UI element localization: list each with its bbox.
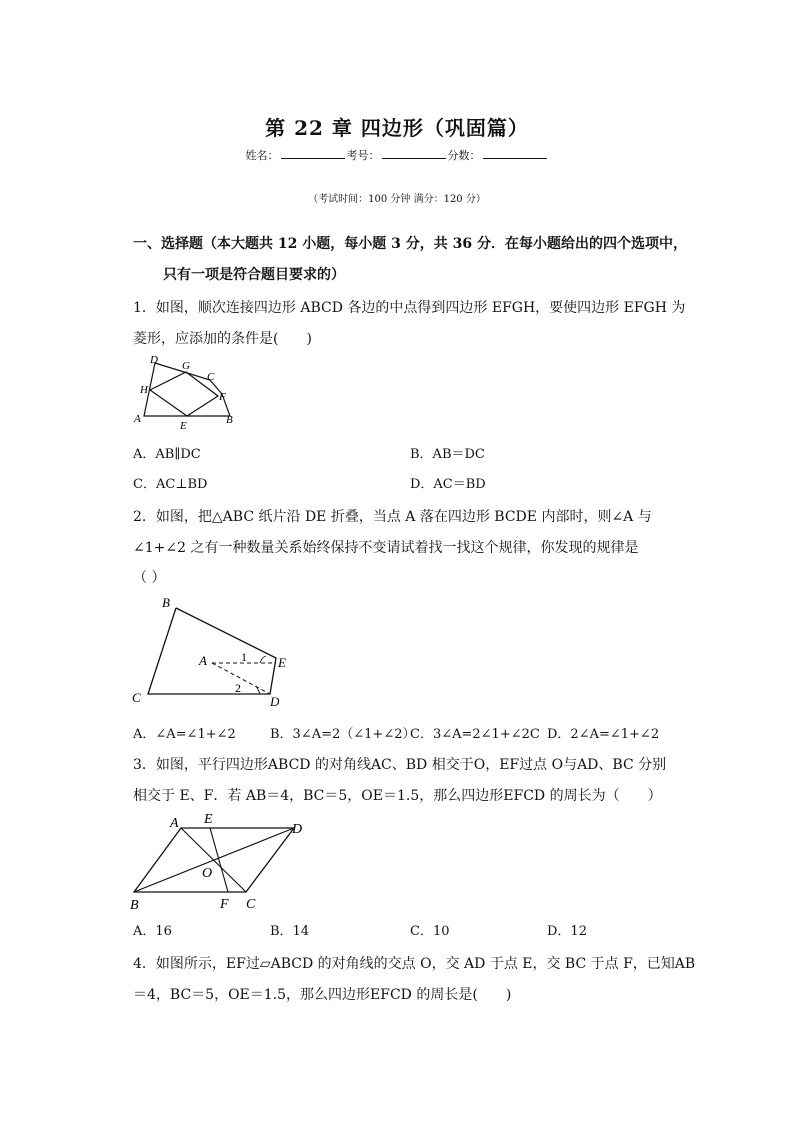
q3-option-a[interactable]: A．16 xyxy=(133,924,172,939)
q3-label-f: F xyxy=(220,897,229,912)
q2-figure xyxy=(128,594,303,712)
q2-option-d[interactable]: D．2∠A=∠1+∠2 xyxy=(547,727,660,742)
id-label: 考号： xyxy=(346,149,380,162)
q3-option-d[interactable]: D．12 xyxy=(547,924,587,939)
q1-option-d[interactable]: D．AC＝BD xyxy=(410,477,486,492)
q3-label-d: D xyxy=(292,822,303,837)
q2-text-line2: ∠1+∠2 之有一种数量关系始终保持不变请试着找一找这个规律，你发现的规律是 xyxy=(133,540,639,556)
score-blank[interactable] xyxy=(483,148,547,159)
student-info-line xyxy=(0,147,794,163)
q3-option-c[interactable]: C．10 xyxy=(410,924,450,939)
q2-label-d: D xyxy=(270,694,280,709)
score-label: 分数： xyxy=(447,149,481,162)
q1-label-a: A xyxy=(134,413,141,425)
q1-label-b: B xyxy=(226,414,233,426)
q3-text-line2: 相交于 E、F．若 AB＝4，BC＝5，OE＝1.5，那么四边形EFCD 的周长为（ ） xyxy=(133,788,662,804)
q2-dashed-ad xyxy=(212,663,270,694)
q4-text-line2: ＝4，BC＝5，OE＝1.5，那么四边形EFCD 的周长是( ) xyxy=(133,987,512,1003)
q3-label-a: A xyxy=(170,816,179,831)
q1-option-b[interactable]: B．AB＝DC xyxy=(410,447,485,462)
q3-label-o: O xyxy=(202,866,213,881)
q1-text-line1: 1．如图，顺次连接四边形 ABCD 各边的中点得到四边形 EFGH，要使四边形 EFGH 为 xyxy=(133,300,686,316)
q2-label-a: A xyxy=(199,653,207,668)
q1-option-c[interactable]: C．AC⊥BD xyxy=(133,477,208,492)
q3-label-e: E xyxy=(204,812,213,827)
q3-label-b: B xyxy=(130,898,139,913)
q2-text-line1: 2．如图，把△ABC 纸片沿 DE 折叠，当点 A 落在四边形 BCDE 内部时，则∠A 与 xyxy=(133,509,652,525)
q3-text-line1: 3．如图，平行四边形ABCD 的对角线AC、BD 相交于O，EF过点 O与AD、BC 分别 xyxy=(133,757,667,773)
name-blank[interactable] xyxy=(281,148,345,159)
q1-label-c: C xyxy=(207,371,215,383)
name-label: 姓名： xyxy=(245,149,279,162)
q2-quadrilateral-bcde xyxy=(148,608,276,694)
section-heading-line1: 一、选择题（本大题共 12 小题，每小题 3 分，共 36 分．在每小题给出的四个选项中， xyxy=(133,236,687,252)
q1-label-e: E xyxy=(180,420,187,430)
q2-angle-1-arc xyxy=(260,656,266,663)
id-blank[interactable] xyxy=(382,148,446,159)
q1-text-line2: 菱形，应添加的条件是( ) xyxy=(133,331,312,347)
q2-text-line3: （ ） xyxy=(133,570,166,586)
q1-option-a[interactable]: A．AB∥DC xyxy=(133,447,201,462)
exam-time-info: （考试时间：100 分钟 满分：120 分） xyxy=(308,194,486,205)
q1-figure xyxy=(130,350,240,430)
q2-label-c: C xyxy=(132,690,141,705)
section-heading-line2: 只有一项是符合题目要求的） xyxy=(163,267,345,283)
q4-text-line1: 4．如图所示，EF过▱ABCD 的对角线的交点 O，交 AD 于点 E，交 BC 于点 F，已知AB xyxy=(133,956,696,972)
q3-label-c: C xyxy=(246,897,256,912)
q3-figure xyxy=(128,806,314,914)
q3-option-b[interactable]: B．14 xyxy=(270,924,310,939)
q2-label-b: B xyxy=(162,595,170,610)
q2-label-angle-1: 1 xyxy=(241,650,247,664)
q2-label-e: E xyxy=(278,655,286,670)
q1-label-g: G xyxy=(182,360,190,372)
q1-label-f: F xyxy=(219,391,226,403)
q2-option-b[interactable]: B．3∠A=2（∠1+∠2） xyxy=(270,727,416,742)
q1-label-h: H xyxy=(140,384,148,396)
q1-label-d: D xyxy=(150,354,158,366)
q2-option-c[interactable]: C．3∠A=2∠1+∠2C xyxy=(410,727,540,742)
page-title: 第 22 章 四边形（巩固篇） xyxy=(265,116,529,140)
q2-label-angle-2: 2 xyxy=(235,681,241,695)
q2-option-a[interactable]: A．∠A=∠1+∠2 xyxy=(133,727,236,742)
